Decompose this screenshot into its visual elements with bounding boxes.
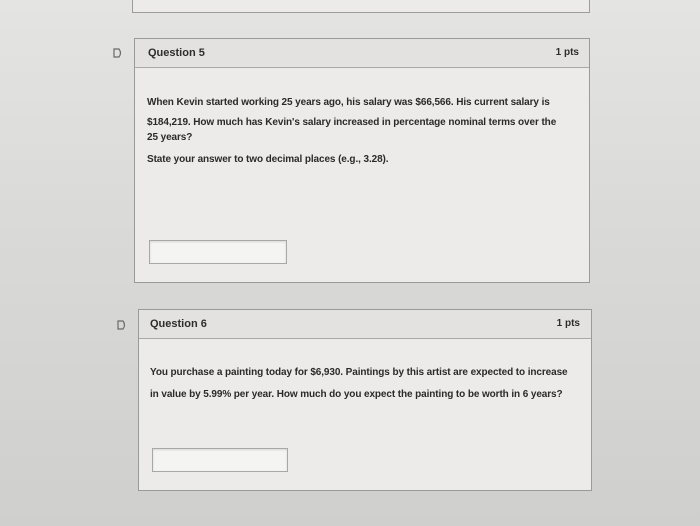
question-5-title: Question 5 [148,47,205,59]
flag-icon[interactable] [113,48,123,58]
question-6-title: Question 6 [150,318,207,330]
question-5-header [135,39,589,68]
question-6-line-1: You purchase a painting today for $6,930. Paintings by this artist are expected to increase [150,367,568,378]
question-5-card [134,38,590,283]
question-5-points: 1 pts [555,47,579,58]
question-6-answer-input[interactable] [152,448,288,472]
question-5-line-4: State your answer to two decimal places (e.g., 3.28). [147,154,389,165]
question-5-line-3: 25 years? [147,132,193,143]
previous-question-card [132,0,590,13]
question-6-card [138,309,592,491]
question-6-header [139,310,591,339]
flag-icon[interactable] [117,320,127,330]
question-5-text [147,93,577,170]
question-5-line-1: When Kevin started working 25 years ago, his salary was $66,566. His current salary is [147,97,550,108]
question-6-points: 1 pts [556,318,580,329]
question-5-answer-input[interactable] [149,240,287,264]
question-6-line-2: in value by 5.99% per year. How much do you expect the painting to be worth in 6 years? [150,389,563,400]
question-5-line-2: $184,219. How much has Kevin's salary increased in percentage nominal terms over the [147,117,557,128]
question-6-text [150,363,582,405]
